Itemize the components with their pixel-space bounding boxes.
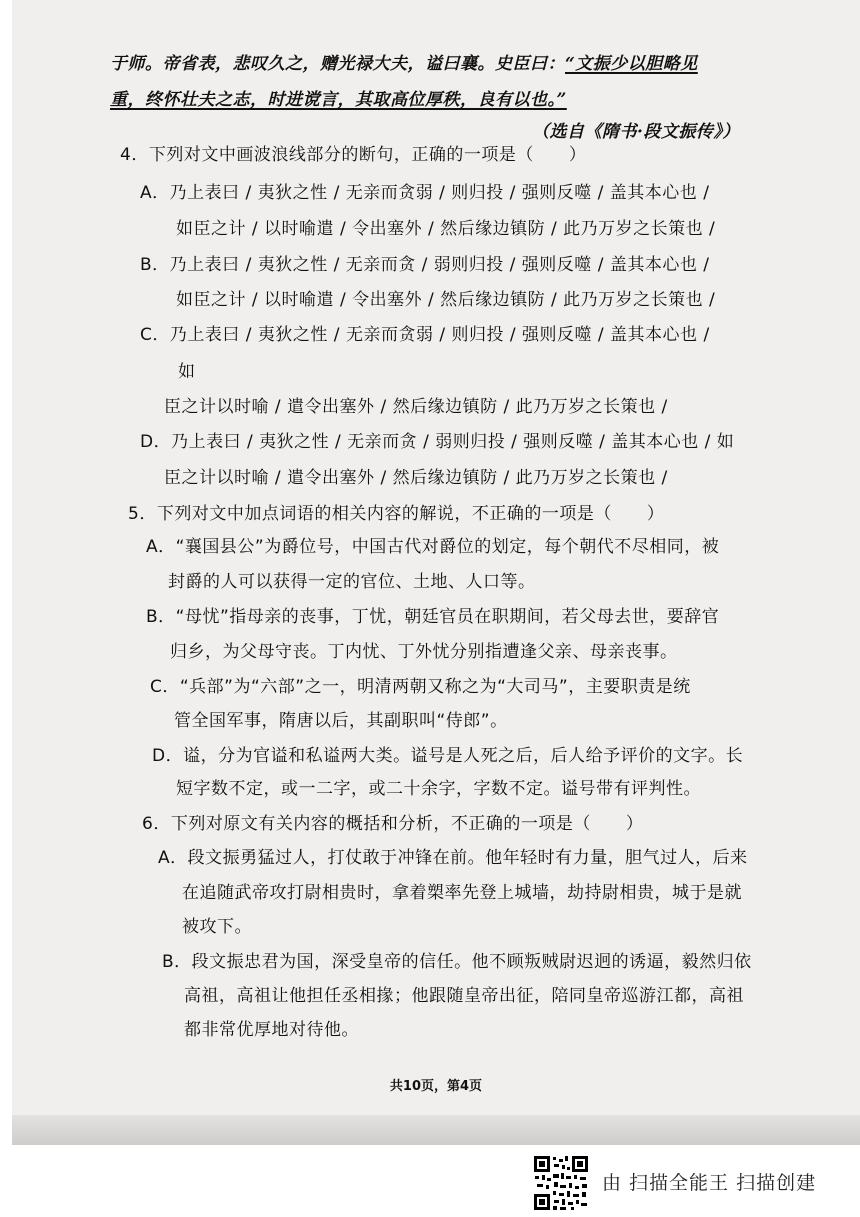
q5-option-c-line1: C．“兵部”为“六部”之一，明清两朝又称之为“大司马”，主要职责是统 [150,677,691,697]
passage-text-1: 于师。帝省表，悲叹久之，赠光禄大夫，谥曰襄。史臣曰： [110,54,565,74]
question-5-stem: 5．下列对文中加点词语的相关内容的解说，不正确的一项是（ ） [128,504,665,524]
q4-option-b-line1: B．乃上表曰 / 夷狄之性 / 无亲而贪 / 弱则归投 / 强则反噬 / 盖其本心也 / [140,255,710,275]
q6-option-a-line3: 被攻下。 [182,917,252,937]
q6-option-a-line1: A．段文振勇猛过人，打仗敢于冲锋在前。他年轻时有力量，胆气过人，后来 [158,848,748,868]
passage-line-2: 重，终怀壮夫之志，时进谠言，其取高位厚秩，良有以也。” [110,90,567,110]
historian-quote-1: “文振少以胆略见 [565,54,698,74]
q4-option-a-line1: A．乃上表曰 / 夷狄之性 / 无亲而贪弱 / 则归投 / 强则反噬 / 盖其本心也 / [140,183,710,203]
q5-option-d-line2: 短字数不定，或一二字，或二十余字，字数不定。谥号带有评判性。 [176,779,701,799]
q5-option-b-line1: B．“母忧”指母亲的丧事，丁忧，朝廷官员在职期间，若父母去世，要辞官 [146,607,720,627]
q4-option-c-line1: C．乃上表曰 / 夷狄之性 / 无亲而贪弱 / 则归投 / 强则反噬 / 盖其本心也 / [140,325,710,345]
scan-edge-shadow [12,1115,860,1145]
q5-option-d-line1: D．谥，分为官谥和私谥两大类。谥号是人死之后，后人给予评价的文字。长 [152,746,744,766]
question-4-stem: 4．下列对文中画波浪线部分的断句，正确的一项是（ ） [120,145,587,165]
q4-option-c-line2: 如 [178,362,196,382]
q6-option-b-line2: 高祖，高祖让他担任丞相掾；他跟随皇帝出征，陪同皇帝巡游江都，高祖 [184,986,744,1006]
q5-option-c-line2: 管全国军事，隋唐以后，其副职叫“侍郎”。 [174,711,508,731]
q5-option-a-line2: 封爵的人可以获得一定的官位、土地、人口等。 [168,572,536,592]
q6-option-b-line3: 都非常优厚地对待他。 [184,1020,359,1040]
q4-option-b-line2: 如臣之计 / 以时喻遣 / 令出塞外 / 然后缘边镇防 / 此乃万岁之长策也 / [176,290,716,310]
q4-option-c-line3: 臣之计以时喻 / 遣令出塞外 / 然后缘边镇防 / 此乃万岁之长策也 / [164,397,668,417]
scanner-watermark: 由 扫描全能王 扫描创建 [602,1172,817,1194]
passage-source: （选自《隋书·段文振传》） [532,122,740,142]
passage-line-1 [110,52,698,76]
q6-option-a-line2: 在追随武帝攻打尉相贵时，拿着槊率先登上城墙，劫持尉相贵，城于是就 [182,883,742,903]
q5-option-a-line1: A．“襄国县公”为爵位号，中国古代对爵位的划定，每个朝代不尽相同，被 [146,537,720,557]
q4-option-a-line2: 如臣之计 / 以时喻遣 / 令出塞外 / 然后缘边镇防 / 此乃万岁之长策也 / [176,219,716,239]
q4-option-d-line1: D．乃上表曰 / 夷狄之性 / 无亲而贪 / 弱则归投 / 强则反噬 / 盖其本心也 / 如 [140,432,735,452]
q6-option-b-line1: B．段文振忠君为国，深受皇帝的信任。他不顾叛贼尉迟迥的诱逼，毅然归依 [162,952,752,972]
page-footer: 共10页，第4页 [389,1079,483,1094]
qr-code-icon [533,1155,589,1211]
q5-option-b-line2: 归乡，为父母守丧。丁内忧、丁外忧分别指遭逢父亲、母亲丧事。 [170,642,678,662]
question-6-stem: 6．下列对原文有关内容的概括和分析，不正确的一项是（ ） [142,814,644,834]
scanned-page [12,0,860,1145]
q4-option-d-line2: 臣之计以时喻 / 遣令出塞外 / 然后缘边镇防 / 此乃万岁之长策也 / [164,468,668,488]
